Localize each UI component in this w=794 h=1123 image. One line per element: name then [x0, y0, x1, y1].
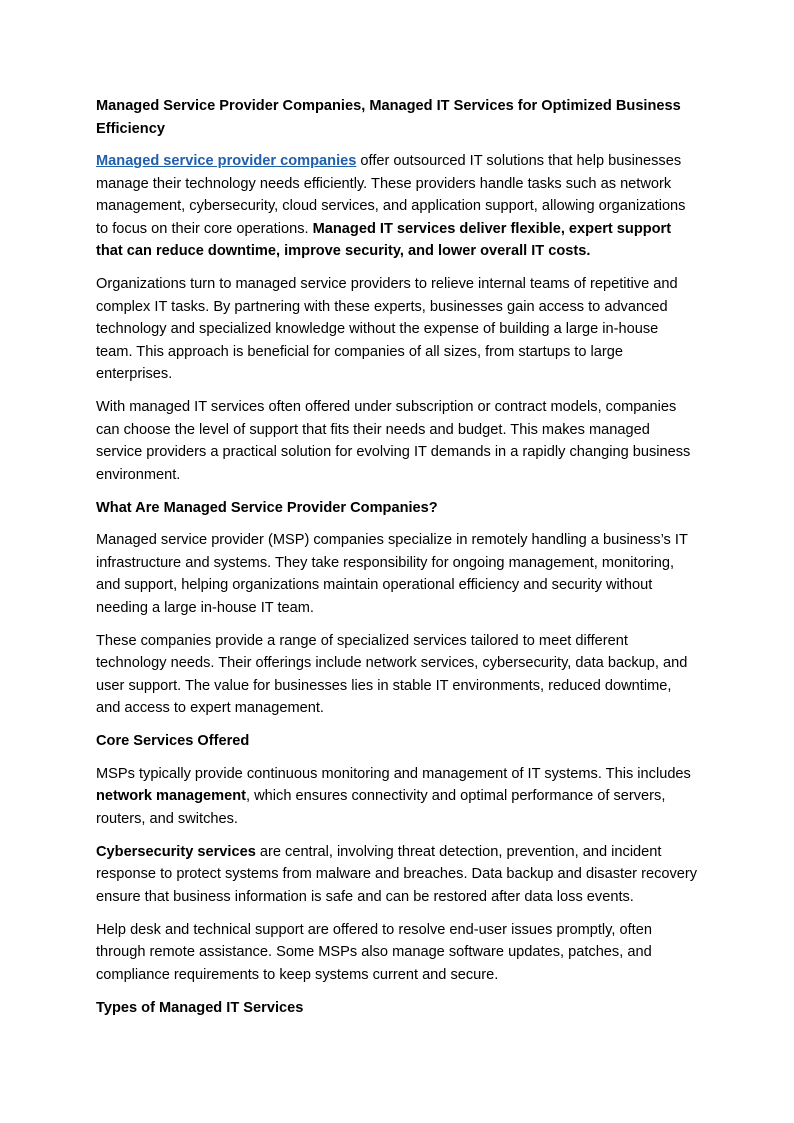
- intro-bold-text: Managed IT services deliver flexible, expert support that can reduce downtime, improve security, and lower overall IT costs.: [96, 220, 672, 259]
- paragraph-2: Organizations turn to managed service providers to relieve internal teams of repetitive and complex IT tasks. By partnering with these experts, businesses gain access to advanced technology and specialized knowledge without the expense of building a large in-house team. This approach is beneficial for companies of all sizes, from startups to large enterprises.: [96, 276, 678, 382]
- intro-text: offer outsourced IT solutions that help businesses manage their technology needs efficiently. These providers handle tasks such as network management, cybersecurity, cloud services, and application support, allowing organizations to focus on their core operations.: [96, 153, 686, 237]
- network-management-bold: network management: [96, 788, 247, 804]
- paragraph-3: With managed IT services often offered under subscription or contract models, companies can choose the level of support that fits their needs and budget. This makes managed service providers a practical solution for evolving IT demands in a rapidly changing business environment.: [96, 399, 691, 483]
- section-1-paragraph-1: Managed service provider (MSP) companies specialize in remotely handling a business’s IT infrastructure and systems. They take responsibility for ongoing management, monitoring, and support, helping organizations maintain operational efficiency and security without needing a large in-house IT team.: [96, 532, 688, 616]
- cybersecurity-text: are central, involving threat detection, prevention, and incident response to protect systems from malware and breaches. Data backup and disaster recovery ensure that business information is safe and can be restored after data loss events.: [96, 843, 698, 905]
- section-2-paragraph-2: [96, 841, 698, 909]
- core-services-text-after: , which ensures connectivity and optimal performance of servers, routers, and switches.: [96, 788, 666, 827]
- core-services-text-before: MSPs typically provide continuous monitoring and management of IT systems. This includes: [96, 765, 691, 782]
- section-2-paragraph-3: Help desk and technical support are offered to resolve end-user issues promptly, often through remote assistance. Some MSPs also manage software updates, patches, and compliance requirements to keep systems current and secure.: [96, 921, 652, 983]
- section-2-paragraph-1: [96, 763, 698, 831]
- intro-paragraph: [96, 150, 698, 263]
- section-heading-types-of-services: Types of Managed IT Services: [96, 999, 304, 1016]
- section-1-paragraph-2: These companies provide a range of specialized services tailored to meet different technology needs. Their offerings include network services, cybersecurity, data backup, and user support. The value for businesses lies in stable IT environments, reduced downtime, and access to expert management.: [96, 632, 688, 716]
- cybersecurity-services-bold: Cybersecurity services: [96, 843, 256, 860]
- msp-companies-link[interactable]: Managed service provider companies: [96, 153, 357, 169]
- section-heading-core-services: Core Services Offered: [96, 733, 250, 749]
- document-title: Managed Service Provider Companies, Managed IT Services for Optimized Business Efficiency: [96, 98, 681, 137]
- document-body: [96, 95, 698, 1029]
- section-heading-what-are-msp: What Are Managed Service Provider Companies?: [96, 499, 438, 516]
